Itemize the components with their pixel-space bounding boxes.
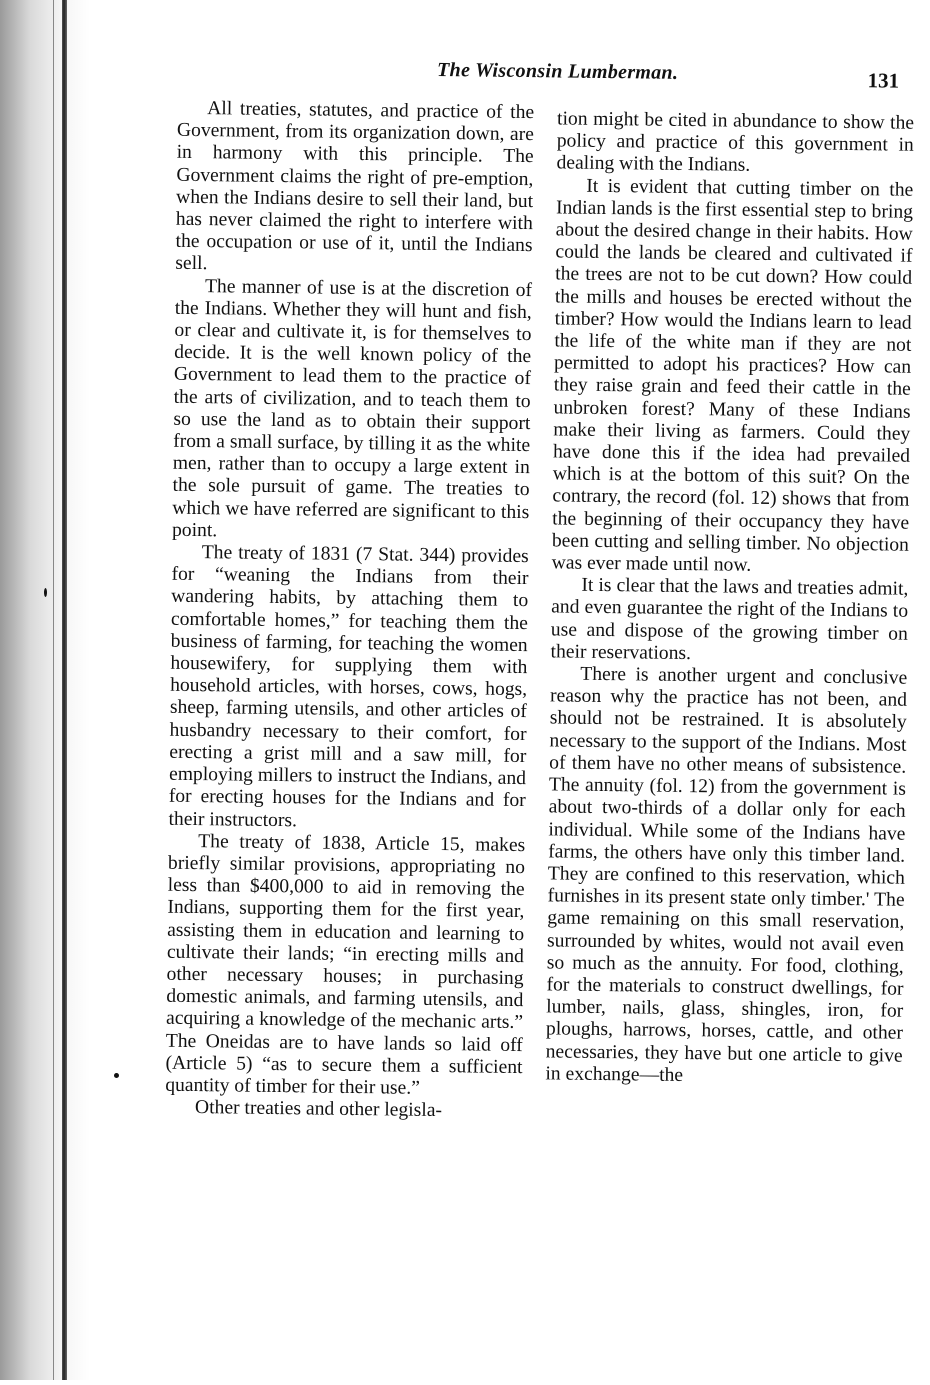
paragraph: The manner of use is at the discretion of the Indians. Whether they will hunt and fish, or clear and cultivate it, is for themselves to decide. It is the well known policy of the Government to lead them to the practice of the arts of civilization, and to teach them to so use the land as to obtain their support from a small surface, by tilling it as the white men, rather than to occupy a large extent in the sole pursuit of game. The treaties to which we have referred are significant to this point.	[171, 275, 533, 542]
paragraph: The treaty of 1831 (7 Stat. 344) provides for “weaning the Indians from their wandering habits, by attaching them to comfortable homes,” for teaching them the business of farming, for teaching the women housewifery, for supplying them with household articles, with horses, cows, hogs, sheep, farming utensils, and other articles of husbandry necessary to their comfort, for erecting a grist mill and a saw mill, for employing millers to instruct the Indians, and for erecting houses for the Indians and for their instructors.	[168, 542, 529, 831]
paragraph: It is clear that the laws and treaties admit, and even guarantee the right of the Indians to use and dispose of the growing timber on their reservations.	[550, 575, 909, 664]
paragraph: It is evident that cutting timber on the Indian lands is the first essential step to bring about the desired change in their habits. How could the lands be cleared and cultivated if the trees are not to be cut down? How could the mills and houses be erected without the timber? How would the Indians learn to lead the life of the white man if they are not permitted to adopt his practices? How can they raise grain and feed their cattle in the unbroken forest? Many of these Indians make their living as farmers. Could they have done this if the idea had prevailed which is at the bottom of this suit? On the contrary, the record (fol. 12) shows that from the beginning of their occupancy they have been cutting and selling timber. No objection was ever made until now.	[551, 175, 914, 576]
right-column	[545, 108, 914, 1089]
paragraph: tion might be cited in abundance to show the policy and practice of this government in dealing with the Indians.	[556, 108, 915, 177]
page-number: 131	[867, 68, 900, 93]
paragraph: Other treaties and other legisla-	[194, 1097, 443, 1122]
left-column	[165, 98, 534, 1124]
paragraph: There is another urgent and conclusive reason why the practice has not been, and should not be restrained. It is absolutely necessary to the support of the Indians. Most of them have no other means of subsistence. The annuity (fol. 12) from the government is about two-thirds of a dollar only for each individual. While some of the Indians have farms, the others have only this timber land. They are confined to this reservation, which furnishes in its present state only timber.' The game remaining on this small reservation, surrounded by whites, would not avail even so much as the annuity. For food, clothing, for the materials to construct dwellings, for lumber, nails, glass, shingles, iron, for ploughs, harrows, horses, cattle, and other necessaries, they have but one article to give in exchange—the	[545, 663, 908, 1086]
paragraph: All treaties, statutes, and practice of the Government, from its organization down, are in harmony with this principle. The Government claims the right of pre-emption, when the Indians desire to sell their land, but has never claimed the right to interfere with the occupation or use of it, until the Indians sell.	[175, 98, 535, 275]
paragraph: The treaty of 1838, Article 15, makes briefly similar provisions, appropriating no less than $400,000 to aid in removing the Indians, supporting them for the first year, assisting them in education and learning to cultivate their lands; “in erecting mills and other necessary houses; in purchasing domestic animals, and farming utensils, and acquiring a knowledge of the mechanic arts.” The Oneidas are to have lands so laid off (Article 5) “as to secure them a sufficient quantity of timber for their use.”	[165, 830, 526, 1099]
running-title: The Wisconsin Lumberman.	[436, 58, 679, 84]
